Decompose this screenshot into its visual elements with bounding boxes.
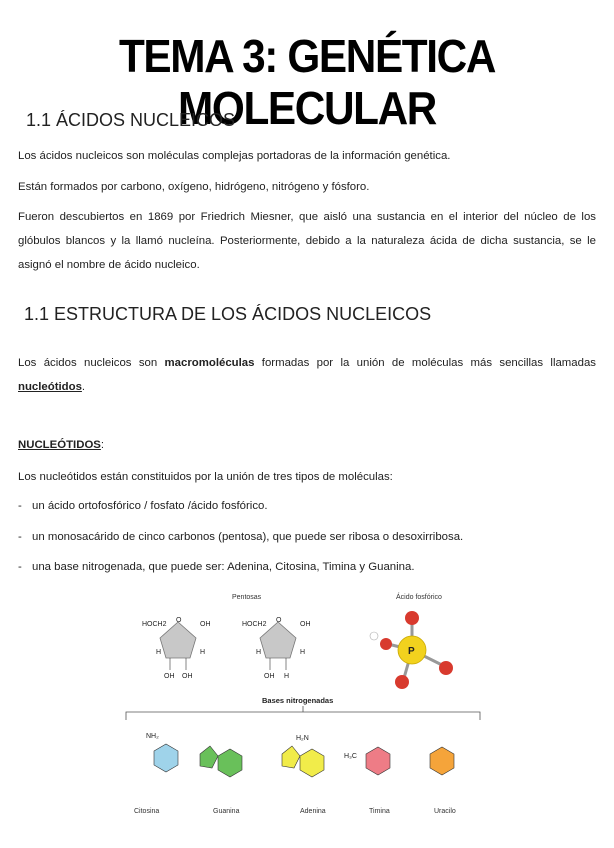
list-item: - una base nitrogenada, que puede ser: Adenina, Citosina, Timina y Guanina. (18, 561, 415, 573)
oxygen-atom (380, 638, 392, 650)
nh2-label: NH₂ (146, 733, 159, 740)
phosphoric-acid-molecule (370, 611, 453, 689)
intro-end: . (81, 381, 86, 393)
acido-fosforico-label: Ácido fosfórico (396, 594, 442, 601)
pentose-h: H (300, 649, 306, 656)
page-title: TEMA 3: GENÉTICA MOLECULAR (118, 30, 496, 134)
pentose-ring-1 (142, 617, 211, 680)
intro-text-b: formadas por la unión de moléculas más sencillas llamadas (254, 357, 596, 369)
list-item-text: un ácido ortofosfórico / fosfato /ácido fosfórico. (32, 500, 268, 512)
paragraph-intro (18, 351, 596, 399)
pentose-h: H (256, 649, 262, 656)
pentose-h: H (284, 673, 290, 680)
paragraph-composition: Están formados por carbono, oxígeno, hidrógeno, nitrógeno y fósforo. (18, 181, 370, 193)
pentose-oh: OH (264, 673, 275, 680)
pentose-h: H (200, 649, 206, 656)
pentosas-label: Pentosas (232, 594, 262, 601)
section-heading-acidos: 1.1 ÁCIDOS NUCLEICOS (26, 110, 236, 130)
pentose-hoch2: HOCH2 (242, 621, 267, 628)
base-uracilo (430, 747, 456, 815)
base-citosina (134, 733, 178, 815)
h3c-label: H₃C (344, 753, 357, 760)
base-guanina (200, 746, 242, 815)
nucleotide-components-figure (120, 586, 500, 816)
list-item: - un ácido ortofosfórico / fosfato /ácido fosfórico. (18, 500, 268, 512)
pentose-ring-2 (242, 617, 311, 680)
oxygen-atom (405, 611, 419, 625)
base-label: Adenina (300, 808, 326, 815)
base-label: Citosina (134, 808, 160, 815)
pentose-o: O (276, 617, 282, 624)
pentose-h: H (156, 649, 162, 656)
list-item: - un monosacárido de cinco carbonos (pentosa), que puede ser ribosa o desoxirribosa. (18, 531, 464, 543)
base-timina (344, 747, 390, 815)
pentose-oh: OH (300, 621, 311, 628)
base-label: Guanina (213, 808, 240, 815)
list-item-text: un monosacárido de cinco carbonos (pentosa), que puede ser ribosa o desoxirribosa. (32, 531, 464, 543)
base-adenina (282, 735, 326, 815)
h2n-label: H₂N (296, 735, 309, 742)
pentose-oh: OH (200, 621, 211, 628)
subheading-text: NUCLEÓTIDOS (18, 439, 101, 451)
base-label: Timina (369, 808, 390, 815)
pentose-oh: OH (182, 673, 193, 680)
hydrogen-atom (370, 632, 378, 640)
section-heading-estructura: 1.1 ESTRUCTURA DE LOS ÁCIDOS NUCLEICOS (24, 304, 432, 324)
bases-bracket (126, 712, 480, 720)
intro-text-a: Los ácidos nucleicos son (18, 357, 165, 369)
oxygen-atom (395, 675, 409, 689)
pentose-o: O (176, 617, 182, 624)
bases-label: Bases nitrogenadas (262, 696, 334, 705)
subheading-colon: : (100, 439, 105, 451)
oxygen-atom (439, 661, 453, 675)
pentose-oh: OH (164, 673, 175, 680)
pentose-hoch2: HOCH2 (142, 621, 167, 628)
paragraph-history: Fueron descubiertos en 1869 por Friedrich Miesner, que aisló una sustancia en el interior del núcleo de los glóbulos blancos y la llamó nucleína. Posteriormente, debido a la naturaleza ácida de dicha sustancia, se le asignó el nombre de ácido nucleico. (18, 211, 596, 271)
paragraph-definition: Los ácidos nucleicos son moléculas complejas portadoras de la información genética. (18, 150, 451, 162)
subheading-nucleotidos (18, 433, 596, 457)
list-item-text: una base nitrogenada, que puede ser: Adenina, Citosina, Timina y Guanina. (32, 561, 415, 573)
intro-underline-nucleotidos: nucleótidos (18, 381, 82, 393)
intro-bold-macromoleculas: macromoléculas (164, 357, 255, 369)
paragraph-lead: Los nucleótidos están constituidos por la unión de tres tipos de moléculas: (18, 471, 393, 483)
base-label: Uracilo (434, 808, 456, 815)
phosphorus-label: P (408, 646, 415, 657)
